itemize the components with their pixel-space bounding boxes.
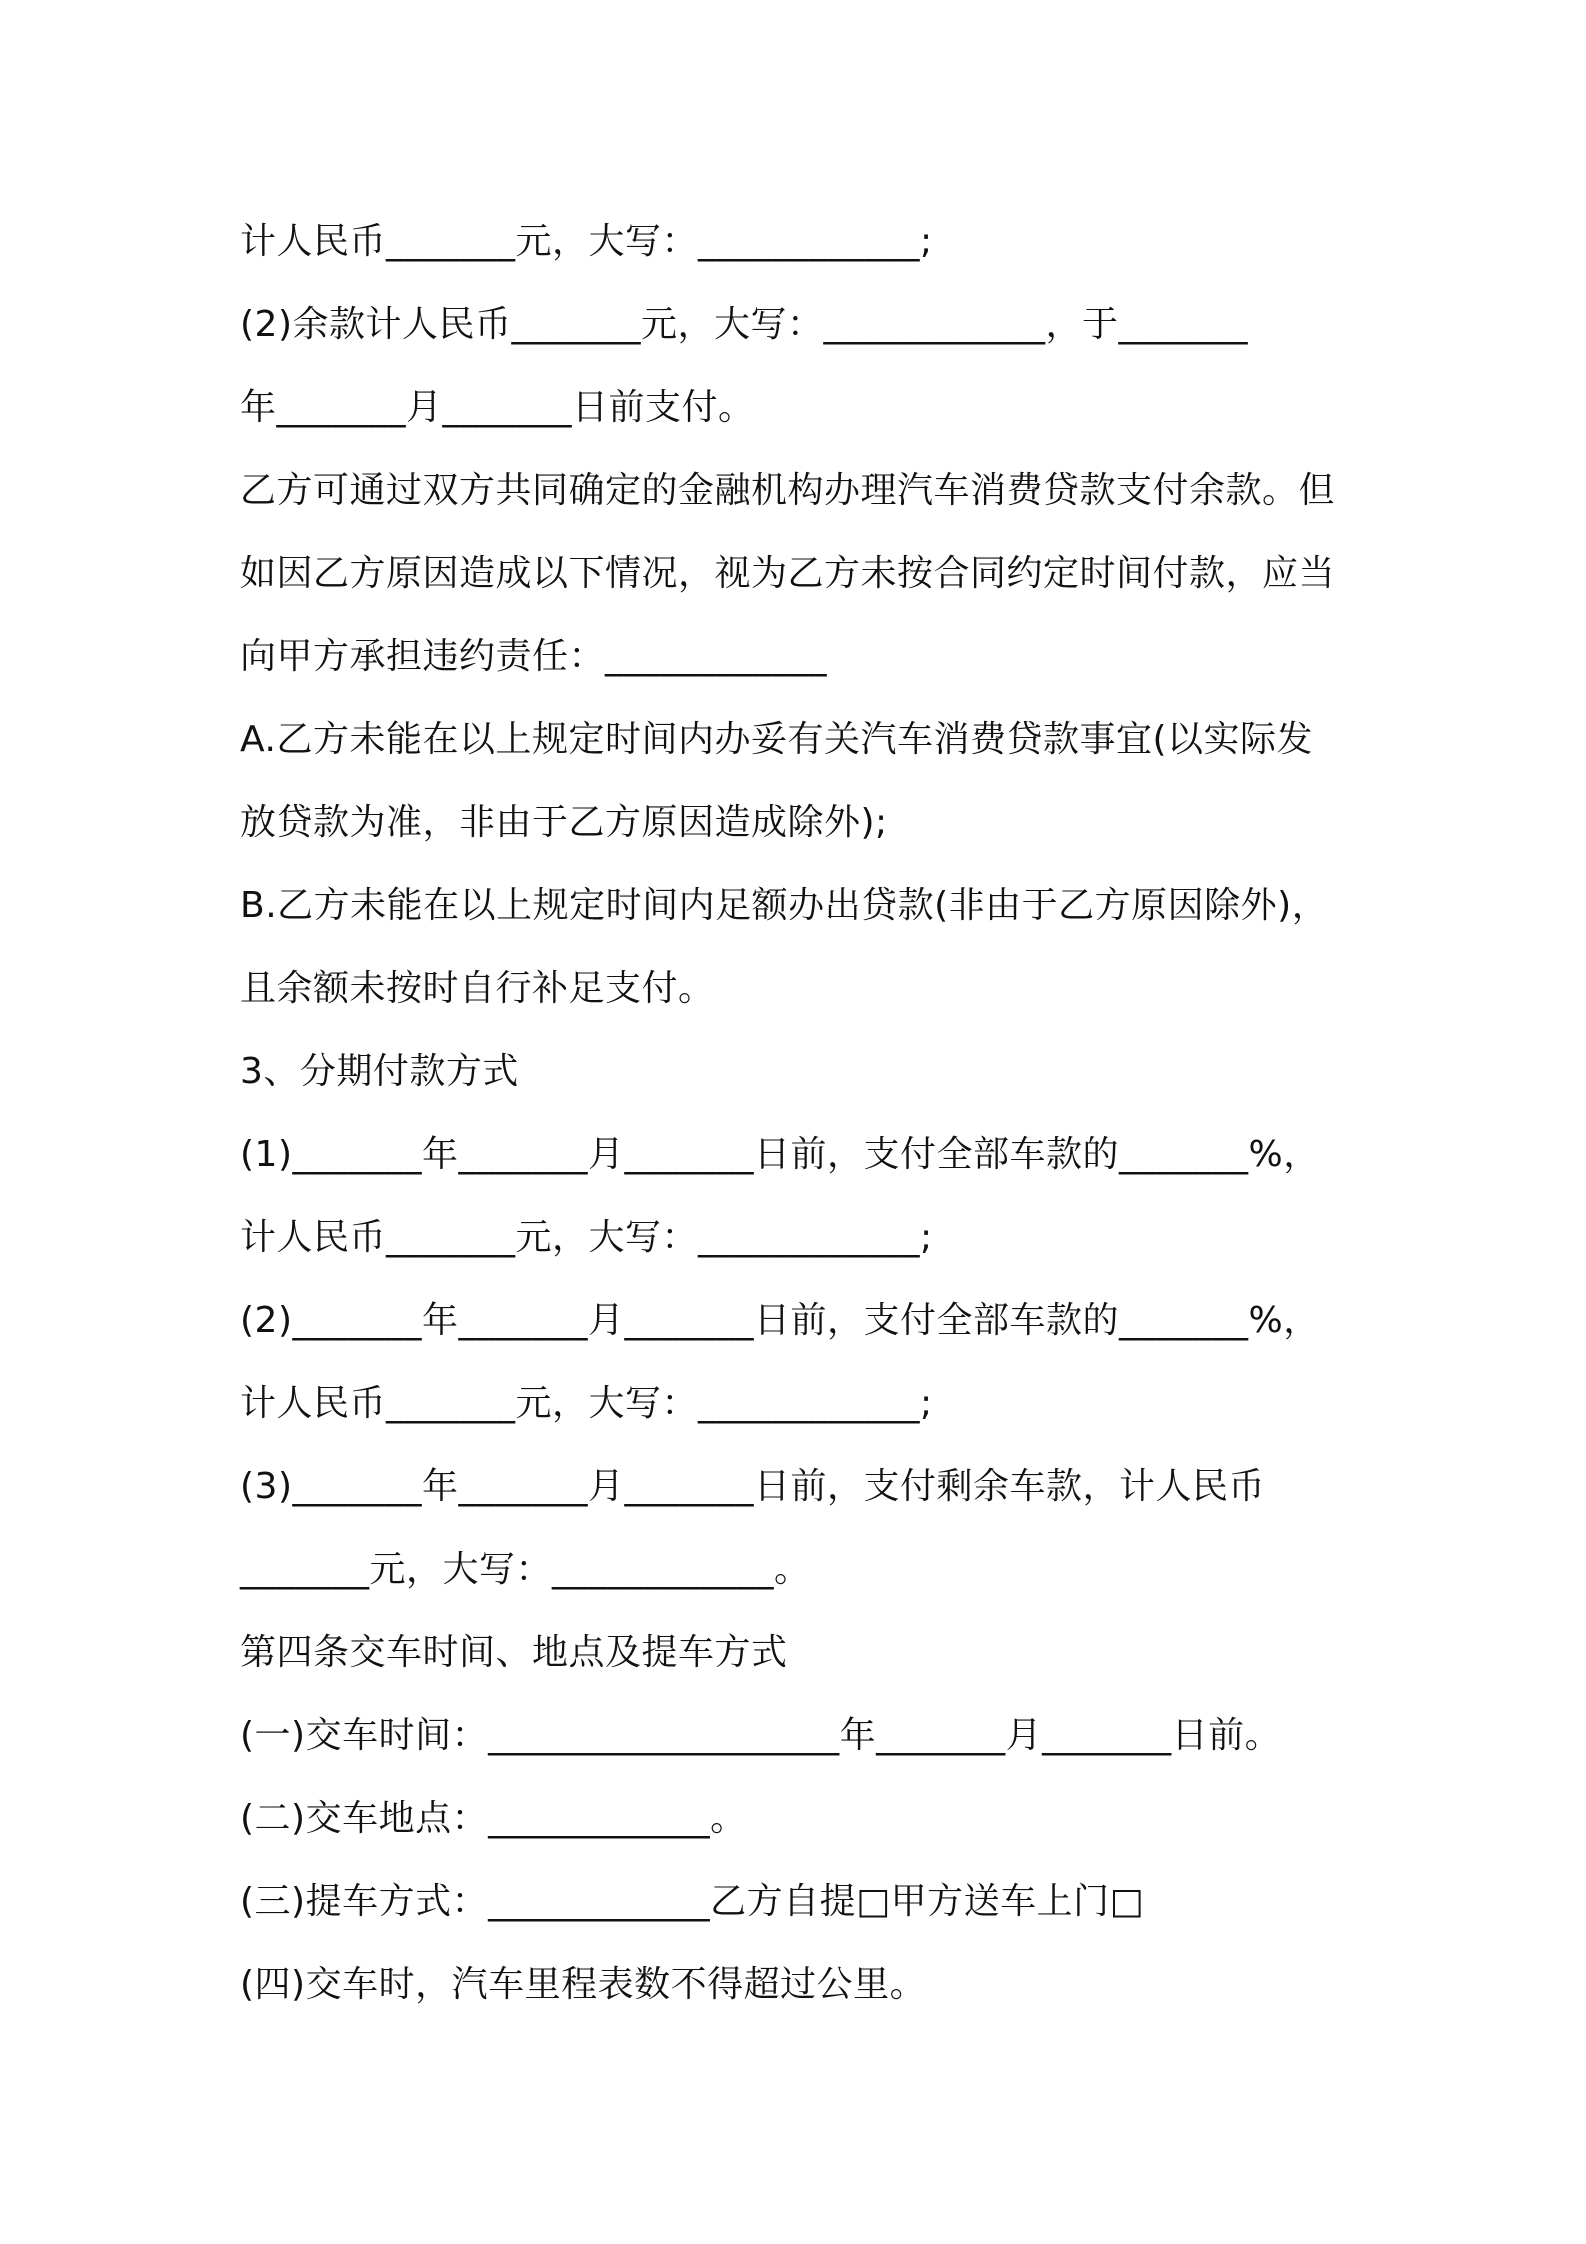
text-line: (1)_______年_______月_______日前，支付全部车款的_______%， <box>240 1134 1320 1175</box>
text-line: 向甲方承担违约责任：____________ <box>240 636 828 677</box>
text-line: 年_______月_______日前支付。 <box>240 387 755 428</box>
text-line: (3)_______年_______月_______日前，支付剩余车款，计人民币 <box>240 1466 1265 1507</box>
text-line: 计人民币_______元，大写：____________; <box>240 1383 933 1424</box>
text-line: (2)_______年_______月_______日前，支付全部车款的_______%， <box>240 1300 1320 1341</box>
section-heading: 3、分期付款方式 <box>240 1051 519 1092</box>
text-line: 放贷款为准，非由于乙方原因造成除外); <box>240 802 888 843</box>
text-line: B.乙方未能在以上规定时间内足额办出贷款(非由于乙方原因除外)， <box>240 885 1329 926</box>
text-line: _______元，大写：____________。 <box>240 1549 811 1590</box>
article-heading: 第四条交车时间、地点及提车方式 <box>240 1632 788 1673</box>
text-line: 计人民币_______元，大写：____________; <box>240 221 933 262</box>
text-line: 计人民币_______元，大写：____________; <box>240 1217 933 1258</box>
text-line: (2)余款计人民币_______元，大写：____________，于_______ <box>240 304 1248 345</box>
document-body <box>240 200 1380 2026</box>
text-line: (三)提车方式：____________乙方自提□甲方送车上门□ <box>240 1881 1145 1922</box>
text-line: 如因乙方原因造成以下情况，视为乙方未按合同约定时间付款，应当 <box>240 553 1336 594</box>
text-line: (四)交车时，汽车里程表数不得超过公里。 <box>240 1964 927 2005</box>
text-line: (二)交车地点：____________。 <box>240 1798 747 1839</box>
text-line: (一)交车时间：___________________年_______月_______日前。 <box>240 1715 1282 1756</box>
text-line: 乙方可通过双方共同确定的金融机构办理汽车消费贷款支付余款。但 <box>240 470 1336 511</box>
text-line: 且余额未按时自行补足支付。 <box>240 968 715 1009</box>
text-line: A.乙方未能在以上规定时间内办妥有关汽车消费贷款事宜(以实际发 <box>240 719 1313 760</box>
